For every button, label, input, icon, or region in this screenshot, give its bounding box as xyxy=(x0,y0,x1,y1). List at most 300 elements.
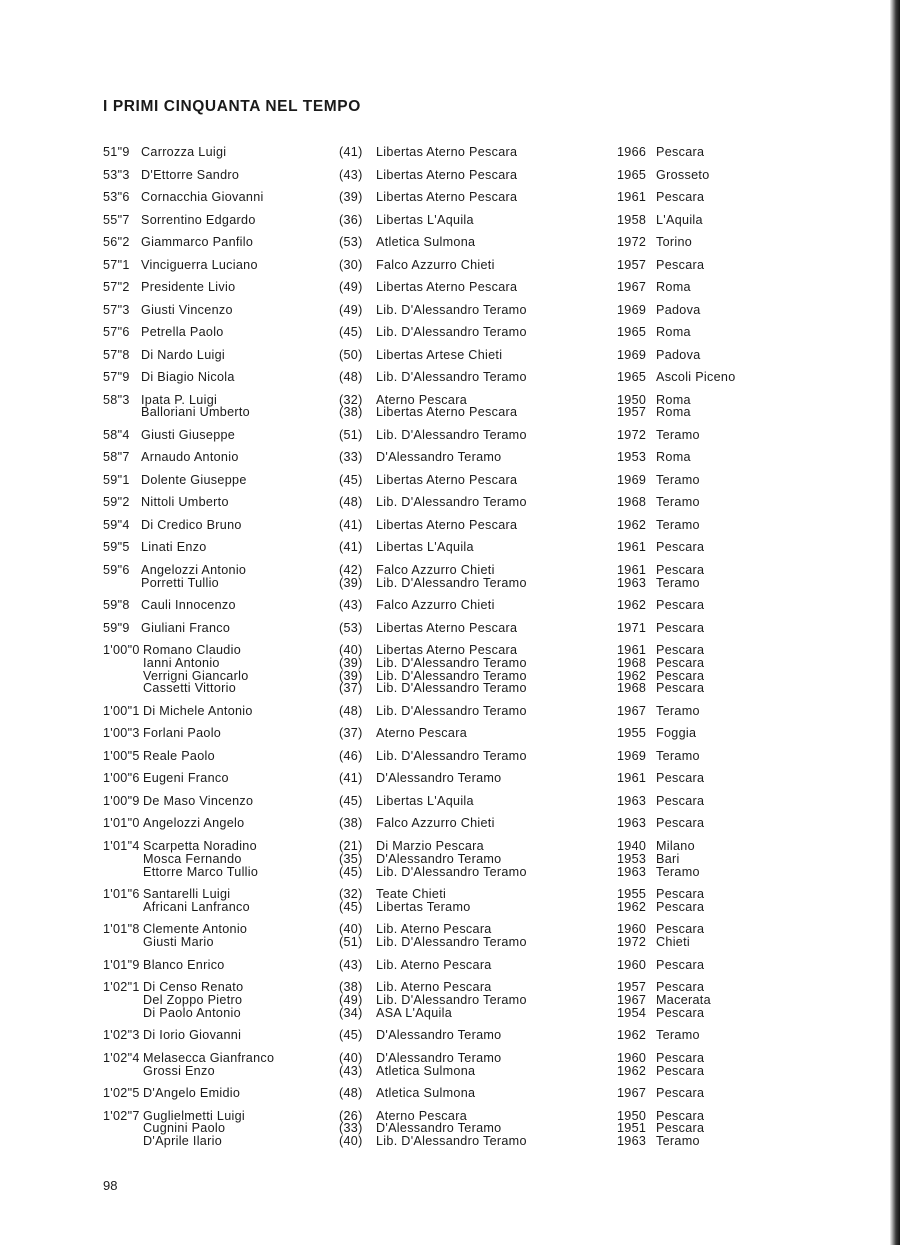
record-row xyxy=(0,705,880,728)
record-time: 59"5 xyxy=(103,540,130,555)
record-year-column xyxy=(617,1110,646,1148)
record-row xyxy=(0,1110,880,1158)
record-row xyxy=(0,349,880,372)
record-time: 1'00"9 xyxy=(103,793,140,808)
athlete-birth-year-column xyxy=(339,727,363,740)
record-time: 57"9 xyxy=(103,370,130,384)
record-place: Roma xyxy=(656,280,691,294)
athlete-club-column xyxy=(376,923,527,949)
record-year-column xyxy=(617,474,646,487)
record-place-column xyxy=(656,795,704,808)
athlete-name-column xyxy=(141,214,256,227)
athlete-club: Falco Azzurro Chieti xyxy=(376,598,495,613)
athlete-birth-year-column xyxy=(339,451,363,464)
record-year: 1967 xyxy=(617,1086,647,1101)
athlete-birth-year: (33) xyxy=(339,1121,363,1136)
athlete-birth-year: (39) xyxy=(339,655,363,670)
athlete-name: Forlani Paolo xyxy=(143,726,222,741)
athlete-birth-year: (41) xyxy=(339,540,363,555)
athlete-birth-year: (51) xyxy=(339,935,363,950)
record-place-column xyxy=(656,304,701,317)
record-year: 1961 xyxy=(617,540,647,555)
athlete-name: Giuliani Franco xyxy=(141,620,231,635)
record-year-column xyxy=(617,169,646,182)
record-place: Teramo xyxy=(656,472,700,487)
athlete-birth-year: (49) xyxy=(339,302,363,317)
record-place: Torino xyxy=(656,235,693,249)
athlete-birth-year: (43) xyxy=(339,1063,363,1078)
record-row xyxy=(0,750,880,773)
athlete-name: Cugnini Paolo xyxy=(143,1121,226,1136)
record-place: Ascoli Piceno xyxy=(656,370,736,384)
athlete-birth-year: (37) xyxy=(339,681,363,696)
record-place: L'Aquila xyxy=(656,212,703,227)
athlete-club: D'Alessandro Teramo xyxy=(376,1050,502,1065)
record-time: 51"9 xyxy=(103,145,130,159)
athlete-name: Africani Lanfranco xyxy=(143,899,250,914)
record-place-column xyxy=(656,981,711,1019)
athlete-name: Giusti Giuseppe xyxy=(141,427,236,442)
athlete-birth-year-column xyxy=(339,817,363,830)
record-row xyxy=(0,371,880,394)
athlete-birth-year-column xyxy=(339,214,363,227)
athlete-club: Lib. D'Alessandro Teramo xyxy=(376,1134,527,1149)
record-place-column xyxy=(656,474,700,487)
athlete-birth-year: (40) xyxy=(339,1050,363,1065)
athlete-name: Arnaudo Antonio xyxy=(141,450,239,465)
athlete-birth-year: (42) xyxy=(339,562,363,577)
athlete-name: Linati Enzo xyxy=(141,540,207,555)
record-place-column xyxy=(656,451,691,464)
record-place: Teramo xyxy=(656,864,700,879)
athlete-birth-year: (45) xyxy=(339,899,363,914)
record-place: Teramo xyxy=(656,575,700,590)
athlete-name: Cauli Innocenzo xyxy=(141,598,236,613)
athlete-birth-year: (49) xyxy=(339,280,363,294)
athlete-birth-year: (32) xyxy=(339,887,363,902)
athlete-name-column xyxy=(141,451,239,464)
athlete-name: Giusti Mario xyxy=(143,935,214,950)
athlete-name: Cornacchia Giovanni xyxy=(141,190,264,204)
athlete-name-column xyxy=(141,541,207,554)
athlete-birth-year-column xyxy=(339,981,363,1019)
athlete-club: Falco Azzurro Chieti xyxy=(376,257,495,272)
record-place: Pescara xyxy=(656,598,705,613)
athlete-name: Verrigni Giancarlo xyxy=(143,668,249,683)
record-time: 59"2 xyxy=(103,495,130,510)
athlete-birth-year-column xyxy=(339,888,363,914)
record-place: Padova xyxy=(656,302,701,317)
record-year: 1965 xyxy=(617,325,647,339)
record-year-column xyxy=(617,622,646,635)
record-row xyxy=(0,772,880,795)
athlete-club: D'Alessandro Teramo xyxy=(376,771,502,786)
athlete-name: Scarpetta Noradino xyxy=(143,838,257,853)
athlete-club: Aterno Pescara xyxy=(376,1108,468,1123)
record-place: Roma xyxy=(656,450,691,465)
athlete-club-column xyxy=(376,146,517,159)
athlete-name: Giammarco Panfilo xyxy=(141,235,254,249)
record-place: Foggia xyxy=(656,726,697,741)
record-time: 57"6 xyxy=(103,325,130,339)
record-year-column xyxy=(617,727,646,740)
record-year: 1962 xyxy=(617,1028,647,1043)
athlete-name-column xyxy=(141,146,226,159)
athlete-name-column xyxy=(141,236,253,249)
athlete-birth-year: (45) xyxy=(339,864,363,879)
athlete-name: Carrozza Luigi xyxy=(141,145,227,159)
athlete-name: Vinciguerra Luciano xyxy=(141,257,258,272)
athlete-club-column xyxy=(376,622,517,635)
athlete-name-column xyxy=(143,1029,241,1042)
athlete-name-column xyxy=(141,281,235,294)
record-place: Padova xyxy=(656,347,701,362)
record-year: 1961 xyxy=(617,643,647,658)
record-year-column xyxy=(617,840,646,878)
record-place: Pescara xyxy=(656,771,705,786)
athlete-birth-year: (46) xyxy=(339,748,363,763)
athlete-birth-year: (39) xyxy=(339,668,363,683)
athlete-name: Di Censo Renato xyxy=(143,980,244,995)
athlete-name: Reale Paolo xyxy=(143,748,215,763)
athlete-club-column xyxy=(376,1087,475,1100)
athlete-name-column xyxy=(141,519,242,532)
athlete-name-column xyxy=(143,888,250,914)
athlete-club: Libertas Aterno Pescara xyxy=(376,472,518,487)
record-time: 57"1 xyxy=(103,257,130,272)
record-row xyxy=(0,795,880,818)
record-year: 1951 xyxy=(617,1121,647,1136)
record-year-column xyxy=(617,349,646,362)
athlete-club: Libertas Aterno Pescara xyxy=(376,517,518,532)
record-year-column xyxy=(617,451,646,464)
athlete-birth-year: (43) xyxy=(339,598,363,613)
record-place-column xyxy=(656,564,704,590)
record-place: Pescara xyxy=(656,681,705,696)
athlete-name-column xyxy=(143,1087,240,1100)
athlete-birth-year: (48) xyxy=(339,370,363,384)
record-year-column xyxy=(617,259,646,272)
athlete-club-column xyxy=(376,371,527,384)
record-place: Macerata xyxy=(656,992,711,1007)
record-year: 1962 xyxy=(617,1063,647,1078)
record-time: 55"7 xyxy=(103,212,130,227)
record-time: 59"6 xyxy=(103,562,130,577)
athlete-name-column xyxy=(141,429,235,442)
athlete-name-column xyxy=(143,981,243,1019)
record-row xyxy=(0,888,880,923)
record-row xyxy=(0,644,880,705)
athlete-name: Guglielmetti Luigi xyxy=(143,1108,245,1123)
athlete-birth-year-column xyxy=(339,394,363,420)
athlete-club-column xyxy=(376,191,517,204)
record-row xyxy=(0,214,880,237)
athlete-club-column xyxy=(376,888,471,914)
record-place-column xyxy=(656,622,704,635)
athlete-birth-year-column xyxy=(339,1029,363,1042)
record-place: Pescara xyxy=(656,899,705,914)
athlete-birth-year-column xyxy=(339,429,363,442)
athlete-birth-year: (39) xyxy=(339,575,363,590)
record-row xyxy=(0,326,880,349)
athlete-club-column xyxy=(376,474,517,487)
record-year: 1950 xyxy=(617,392,647,407)
record-place-column xyxy=(656,959,704,972)
athlete-name-column xyxy=(143,840,258,878)
record-year-column xyxy=(617,1052,646,1078)
record-time: 1'02"7 xyxy=(103,1108,140,1123)
athlete-club: Lib. D'Alessandro Teramo xyxy=(376,748,527,763)
athlete-name: Di Nardo Luigi xyxy=(141,347,225,362)
record-row xyxy=(0,981,880,1029)
athlete-club-column xyxy=(376,429,527,442)
record-year-column xyxy=(617,564,646,590)
record-year-column xyxy=(617,214,646,227)
record-row xyxy=(0,169,880,192)
record-place: Milano xyxy=(656,838,695,853)
record-year-column xyxy=(617,772,646,785)
athlete-name: Porretti Tullio xyxy=(141,575,219,590)
athlete-club: Libertas Aterno Pescara xyxy=(376,643,518,658)
record-year-column xyxy=(617,923,646,949)
record-year: 1965 xyxy=(617,167,647,182)
record-year: 1965 xyxy=(617,370,647,384)
athlete-name-column xyxy=(143,705,253,718)
athlete-name-column xyxy=(141,564,246,590)
record-row xyxy=(0,599,880,622)
record-place: Pescara xyxy=(656,1005,705,1020)
record-year: 1962 xyxy=(617,517,647,532)
athlete-birth-year-column xyxy=(339,750,363,763)
record-time: 1'00"5 xyxy=(103,748,140,763)
record-place: Bari xyxy=(656,851,680,866)
record-year: 1963 xyxy=(617,816,647,831)
record-year-column xyxy=(617,817,646,830)
athlete-club-column xyxy=(376,599,495,612)
athlete-name: Presidente Livio xyxy=(141,280,236,294)
record-place-column xyxy=(656,259,704,272)
record-time: 1'01"4 xyxy=(103,838,140,853)
record-place: Teramo xyxy=(656,495,700,510)
record-year: 1968 xyxy=(617,655,647,670)
record-place: Pescara xyxy=(656,1121,705,1136)
record-place-column xyxy=(656,169,710,182)
athlete-club: ASA L'Aquila xyxy=(376,1005,453,1020)
athlete-club-column xyxy=(376,451,501,464)
record-row xyxy=(0,1029,880,1052)
record-row xyxy=(0,304,880,327)
record-row xyxy=(0,191,880,214)
athlete-club-column xyxy=(376,959,492,972)
athlete-birth-year-column xyxy=(339,564,363,590)
athlete-name: Di Michele Antonio xyxy=(143,703,253,718)
athlete-club: Lib. Aterno Pescara xyxy=(376,922,492,937)
athlete-name: Di Iorio Giovanni xyxy=(143,1028,242,1043)
record-year-column xyxy=(617,959,646,972)
athlete-birth-year-column xyxy=(339,259,363,272)
record-place: Pescara xyxy=(656,957,705,972)
record-time: 53"3 xyxy=(103,167,130,182)
record-time: 1'02"4 xyxy=(103,1050,140,1065)
athlete-name-column xyxy=(141,394,250,420)
record-year: 1967 xyxy=(617,703,647,718)
record-place: Pescara xyxy=(656,1086,705,1101)
athlete-birth-year-column xyxy=(339,326,363,339)
athlete-club: Libertas Aterno Pescara xyxy=(376,145,518,159)
record-row xyxy=(0,259,880,282)
record-time: 59"8 xyxy=(103,598,130,613)
record-row xyxy=(0,923,880,958)
athlete-club-column xyxy=(376,750,527,763)
record-place: Roma xyxy=(656,325,691,339)
athlete-birth-year: (41) xyxy=(339,517,363,532)
athlete-club: Falco Azzurro Chieti xyxy=(376,562,495,577)
record-place-column xyxy=(656,541,704,554)
record-place-column xyxy=(656,1052,704,1078)
record-place-column xyxy=(656,705,700,718)
record-year: 1957 xyxy=(617,257,647,272)
athlete-name: Clemente Antonio xyxy=(143,922,248,937)
record-place-column xyxy=(656,394,691,420)
record-place: Teramo xyxy=(656,703,700,718)
record-place-column xyxy=(656,599,704,612)
record-place: Pescara xyxy=(656,793,705,808)
record-place: Teramo xyxy=(656,1134,700,1149)
athlete-birth-year-column xyxy=(339,923,363,949)
athlete-birth-year: (40) xyxy=(339,1134,363,1149)
athlete-club-column xyxy=(376,981,527,1019)
athlete-name: Eugeni Franco xyxy=(143,771,229,786)
record-time: 1'00"3 xyxy=(103,726,140,741)
record-time: 1'01"8 xyxy=(103,922,140,937)
record-place: Teramo xyxy=(656,1028,700,1043)
record-year-column xyxy=(617,795,646,808)
athlete-club: Lib. D'Alessandro Teramo xyxy=(376,992,527,1007)
athlete-club-column xyxy=(376,281,517,294)
record-time: 53"6 xyxy=(103,190,130,204)
record-place: Grosseto xyxy=(656,167,710,182)
record-time: 1'00"6 xyxy=(103,771,140,786)
record-place-column xyxy=(656,1087,704,1100)
record-place: Pescara xyxy=(656,540,705,555)
athlete-birth-year: (36) xyxy=(339,212,363,227)
record-time: 1'02"1 xyxy=(103,980,140,995)
athlete-birth-year: (45) xyxy=(339,325,363,339)
athlete-club: Libertas L'Aquila xyxy=(376,540,474,555)
athlete-birth-year: (48) xyxy=(339,1086,363,1101)
record-place: Pescara xyxy=(656,190,705,204)
record-year: 1969 xyxy=(617,302,647,317)
athlete-birth-year: (45) xyxy=(339,472,363,487)
record-place: Pescara xyxy=(656,922,705,937)
athlete-name-column xyxy=(141,496,229,509)
athlete-name: Blanco Enrico xyxy=(143,957,225,972)
record-place: Pescara xyxy=(656,1108,705,1123)
record-year: 1969 xyxy=(617,472,647,487)
athlete-birth-year-column xyxy=(339,840,363,878)
athlete-club: Lib. D'Alessandro Teramo xyxy=(376,302,527,317)
athlete-birth-year: (35) xyxy=(339,851,363,866)
athlete-name-column xyxy=(143,1052,274,1078)
athlete-club: Lib. D'Alessandro Teramo xyxy=(376,325,527,339)
athlete-club-column xyxy=(376,1110,527,1148)
athlete-birth-year-column xyxy=(339,349,363,362)
record-time: 59"9 xyxy=(103,620,130,635)
athlete-name: Romano Claudio xyxy=(143,643,242,658)
athlete-name: Angelozzi Antonio xyxy=(141,562,247,577)
record-year: 1963 xyxy=(617,1134,647,1149)
record-year: 1963 xyxy=(617,793,647,808)
athlete-birth-year: (49) xyxy=(339,992,363,1007)
record-time: 59"1 xyxy=(103,472,130,487)
record-place-column xyxy=(656,281,691,294)
athlete-name-column xyxy=(141,622,230,635)
athlete-name: Dolente Giuseppe xyxy=(141,472,247,487)
athlete-club-column xyxy=(376,541,474,554)
record-row xyxy=(0,496,880,519)
record-place: Pescara xyxy=(656,257,705,272)
athlete-club: Atletica Sulmona xyxy=(376,235,476,249)
record-place-column xyxy=(656,750,700,763)
athlete-club: Libertas Aterno Pescara xyxy=(376,620,518,635)
record-year: 1969 xyxy=(617,347,647,362)
athlete-club: Libertas Teramo xyxy=(376,899,471,914)
athlete-club-column xyxy=(376,349,502,362)
record-year-column xyxy=(617,191,646,204)
athlete-birth-year: (33) xyxy=(339,450,363,465)
record-place: Pescara xyxy=(656,620,705,635)
athlete-name-column xyxy=(143,795,253,808)
athlete-birth-year-column xyxy=(339,599,363,612)
athlete-name: D'Ettorre Sandro xyxy=(141,167,240,182)
record-year: 1960 xyxy=(617,1050,647,1065)
record-row xyxy=(0,429,880,452)
record-place: Teramo xyxy=(656,517,700,532)
athlete-birth-year: (53) xyxy=(339,235,363,249)
athlete-club: D'Alessandro Teramo xyxy=(376,1028,502,1043)
athlete-birth-year-column xyxy=(339,496,363,509)
athlete-birth-year: (48) xyxy=(339,703,363,718)
records-list xyxy=(0,146,880,1158)
record-row xyxy=(0,622,880,645)
record-place: Pescara xyxy=(656,887,705,902)
record-place: Pescara xyxy=(656,655,705,670)
athlete-birth-year: (45) xyxy=(339,793,363,808)
athlete-birth-year-column xyxy=(339,519,363,532)
record-time: 58"7 xyxy=(103,450,130,465)
record-year-column xyxy=(617,519,646,532)
athlete-birth-year: (40) xyxy=(339,922,363,937)
athlete-name: Di Paolo Antonio xyxy=(143,1005,241,1020)
athlete-name: Ianni Antonio xyxy=(143,655,220,670)
athlete-club-column xyxy=(376,817,495,830)
athlete-birth-year: (41) xyxy=(339,771,363,786)
athlete-club-column xyxy=(376,564,527,590)
record-place-column xyxy=(656,888,704,914)
athlete-birth-year-column xyxy=(339,191,363,204)
athlete-club-column xyxy=(376,840,527,878)
athlete-club-column xyxy=(376,236,475,249)
record-place-column xyxy=(656,817,704,830)
record-time: 57"3 xyxy=(103,302,130,317)
record-year: 1962 xyxy=(617,598,647,613)
athlete-birth-year: (26) xyxy=(339,1108,363,1123)
record-year: 1953 xyxy=(617,450,647,465)
record-place: Pescara xyxy=(656,1063,705,1078)
athlete-birth-year: (38) xyxy=(339,980,363,995)
athlete-name: D'Angelo Emidio xyxy=(143,1086,241,1101)
athlete-birth-year-column xyxy=(339,772,363,785)
